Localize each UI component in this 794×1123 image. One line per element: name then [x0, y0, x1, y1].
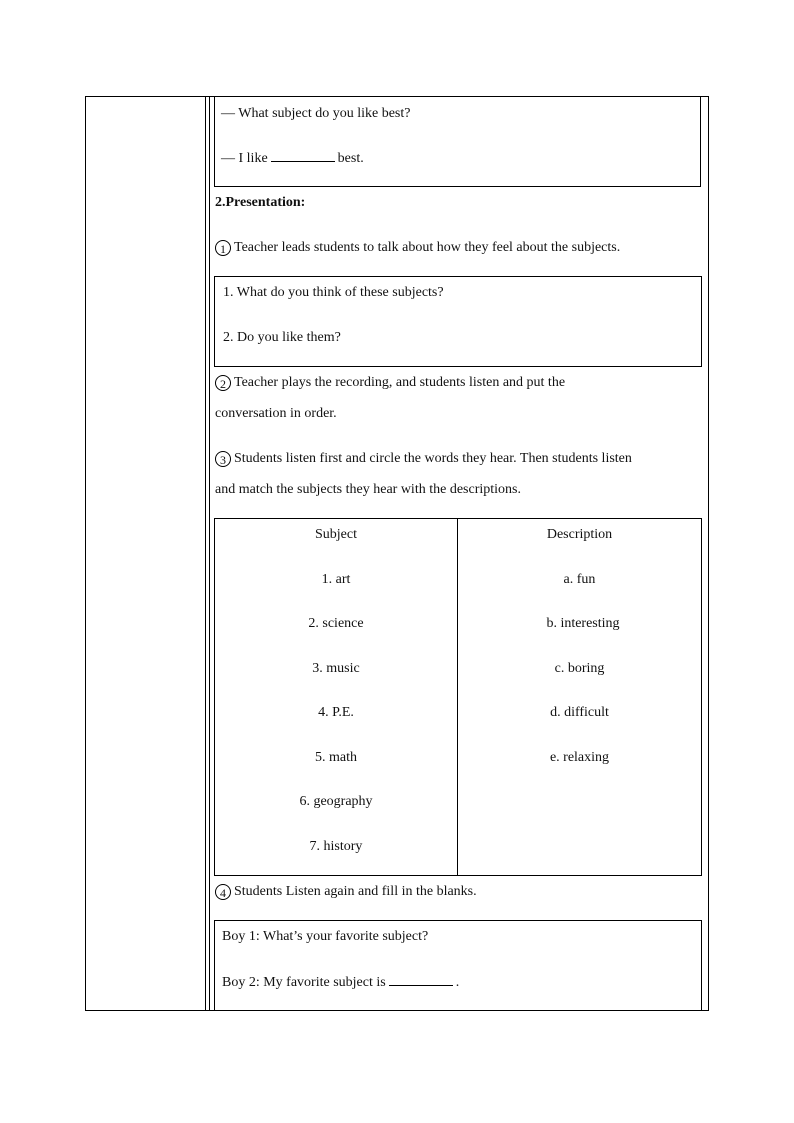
dialogue-box-top-border: [214, 920, 702, 921]
subject-item: 2. science: [308, 616, 364, 631]
question-1: 1. What do you think of these subjects?: [223, 285, 444, 300]
step-3-number: 3: [215, 451, 231, 467]
intro-answer-suffix: best.: [337, 151, 364, 166]
outer-table-bottom-border: [85, 1010, 709, 1011]
outer-table-column-divider-2: [209, 96, 210, 1011]
step-4-number: 4: [215, 884, 231, 900]
step-2-text: Teacher plays the recording, and students listen and put the: [234, 375, 566, 390]
subject-item: 3. music: [312, 661, 360, 676]
description-item: d. difficult: [550, 705, 609, 720]
intro-answer-blank[interactable]: [271, 149, 335, 162]
dialogue-line-2-end: .: [455, 975, 460, 990]
dialogue-line-2-text: Boy 2: My favorite subject is: [222, 975, 386, 990]
dialogue-line-1: Boy 1: What’s your favorite subject?: [222, 929, 429, 944]
presentation-heading: 2.Presentation:: [215, 195, 306, 210]
description-item: a. fun: [563, 572, 596, 587]
step-2-number: 2: [215, 375, 231, 391]
description-item: c. boring: [554, 661, 605, 676]
step-1-number: 1: [215, 240, 231, 256]
step-3-text: Students listen first and circle the words they hear. Then students listen: [234, 451, 632, 466]
step-1-text: Teacher leads students to talk about how they feel about the subjects.: [234, 240, 621, 255]
step-4: [215, 883, 477, 901]
subject-item: 5. math: [315, 750, 357, 765]
dialogue-box-left-border: [214, 920, 215, 1011]
outer-table-left-border: [85, 96, 86, 1011]
outer-table-right-border: [708, 96, 709, 1011]
outer-table-column-divider-1: [205, 96, 206, 1011]
dialogue-line-2: [222, 973, 459, 992]
subject-item: 7. history: [309, 839, 363, 854]
subject-item: 1. art: [321, 572, 351, 587]
step-2-line-2: conversation in order.: [215, 406, 337, 421]
intro-answer-prefix: — I like: [221, 151, 268, 166]
step-4-text: Students Listen again and fill in the blanks.: [234, 884, 477, 899]
step-3-line-1: [215, 450, 632, 468]
subject-item: 6. geography: [299, 794, 373, 809]
description-column-header: Description: [546, 527, 613, 542]
description-item: e. relaxing: [549, 750, 610, 765]
subject-item: 4. P.E.: [318, 705, 354, 720]
dialogue-box-right-border: [701, 920, 702, 1011]
step-1: [215, 239, 620, 257]
dialogue-blank[interactable]: [389, 973, 453, 986]
step-2-line-1: [215, 374, 565, 392]
intro-answer: [221, 149, 364, 168]
subject-column-header: Subject: [315, 527, 357, 542]
intro-question: — What subject do you like best?: [221, 106, 411, 121]
description-item: b. interesting: [546, 616, 620, 631]
question-2: 2. Do you like them?: [223, 330, 341, 345]
step-3-line-2: and match the subjects they hear with the descriptions.: [215, 482, 521, 497]
